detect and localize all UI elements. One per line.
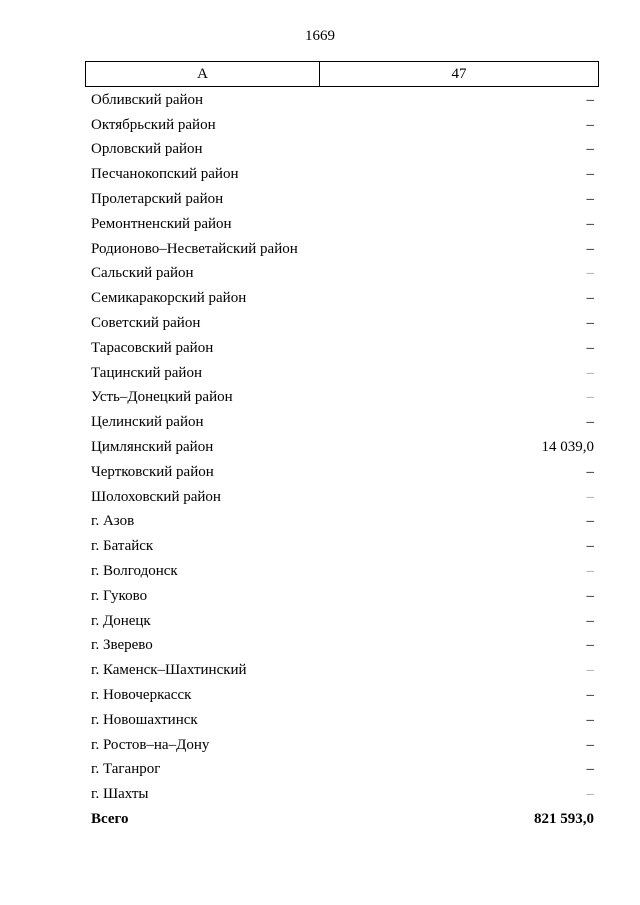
table-row	[91, 534, 594, 559]
row-name: Чертковский район	[91, 463, 214, 480]
row-value: –	[586, 786, 594, 803]
row-value: –	[586, 488, 594, 505]
table-header	[85, 61, 599, 87]
row-name: г. Шахты	[91, 786, 149, 803]
row-value: –	[586, 711, 594, 728]
row-name: Тарасовский район	[91, 339, 214, 356]
table-row	[91, 634, 594, 659]
table-row	[91, 460, 594, 485]
row-value: –	[586, 116, 594, 133]
row-name: г. Зверево	[91, 637, 153, 654]
row-value: –	[586, 637, 594, 654]
row-value: –	[586, 414, 594, 431]
total-label: Всего	[91, 811, 129, 827]
header-col-b: 47	[451, 65, 467, 82]
row-value: –	[586, 513, 594, 530]
total-value: 821 593,0	[534, 811, 594, 827]
row-name: Орловский район	[91, 141, 203, 158]
row-name: Песчанокопский район	[91, 166, 239, 183]
row-value: –	[586, 687, 594, 704]
row-name: Обливский район	[91, 91, 204, 108]
table-row	[91, 410, 594, 435]
table-row	[91, 237, 594, 262]
row-name: Шолоховский район	[91, 488, 221, 505]
table-row	[91, 162, 594, 187]
table-row	[91, 782, 594, 807]
table-row	[91, 138, 594, 163]
row-value: –	[586, 736, 594, 753]
table-row	[91, 658, 594, 683]
row-value: –	[586, 315, 594, 332]
row-value: –	[586, 141, 594, 158]
header-col-a: А	[86, 62, 320, 86]
table-row	[91, 435, 594, 460]
row-value: –	[586, 240, 594, 257]
row-name: Целинский район	[91, 414, 204, 431]
row-value: –	[586, 761, 594, 778]
row-name: Семикаракорский район	[91, 290, 247, 307]
row-value: –	[586, 587, 594, 604]
row-name: Пролетарский район	[91, 191, 224, 208]
table-row	[91, 212, 594, 237]
table-row	[91, 262, 594, 287]
table-row	[91, 584, 594, 609]
row-value: –	[586, 463, 594, 480]
table-row	[91, 758, 594, 783]
row-name: г. Каменск–Шахтинский	[91, 662, 247, 679]
row-value: –	[586, 662, 594, 679]
row-name: г. Гуково	[91, 587, 148, 604]
row-name: г. Ростов–на–Дону	[91, 736, 210, 753]
row-value: –	[586, 191, 594, 208]
table-row	[91, 485, 594, 510]
row-value: –	[586, 612, 594, 629]
table-row	[91, 286, 594, 311]
row-value: –	[586, 166, 594, 183]
row-name: г. Таганрог	[91, 761, 161, 778]
row-name: г. Донецк	[91, 612, 151, 629]
row-value: –	[586, 215, 594, 232]
table-row	[91, 187, 594, 212]
table-body	[91, 88, 594, 832]
row-name: Цимлянский район	[91, 439, 214, 456]
table-row	[91, 336, 594, 361]
table-row	[91, 510, 594, 535]
row-value: –	[586, 538, 594, 555]
row-value: –	[586, 364, 594, 381]
table-row	[91, 113, 594, 138]
row-name: г. Батайск	[91, 538, 154, 555]
row-value: –	[586, 563, 594, 580]
row-name: Тацинский район	[91, 364, 202, 381]
table-row	[91, 609, 594, 634]
page-number: 1669	[305, 28, 335, 44]
table-row	[91, 361, 594, 386]
row-value: –	[586, 389, 594, 406]
table-row	[91, 683, 594, 708]
table-row	[91, 733, 594, 758]
row-value: –	[586, 290, 594, 307]
row-name: г. Новочеркасск	[91, 687, 192, 704]
row-name: г. Новошахтинск	[91, 711, 198, 728]
row-name: Усть–Донецкий район	[91, 389, 233, 406]
row-name: Октябрьский район	[91, 116, 216, 133]
row-name: Родионово–Несветайский район	[91, 240, 298, 257]
table-row	[91, 559, 594, 584]
table-row	[91, 386, 594, 411]
row-name: Ремонтненский район	[91, 215, 232, 232]
row-name: Сальский район	[91, 265, 194, 282]
total-row	[91, 807, 594, 832]
row-value: –	[586, 265, 594, 282]
table-row	[91, 708, 594, 733]
row-value: –	[586, 339, 594, 356]
row-name: г. Волгодонск	[91, 563, 178, 580]
row-name: Советский район	[91, 315, 201, 332]
row-name: г. Азов	[91, 513, 135, 530]
table-row	[91, 311, 594, 336]
row-value: –	[586, 91, 594, 108]
row-value: 14 039,0	[541, 439, 594, 456]
table-row	[91, 88, 594, 113]
